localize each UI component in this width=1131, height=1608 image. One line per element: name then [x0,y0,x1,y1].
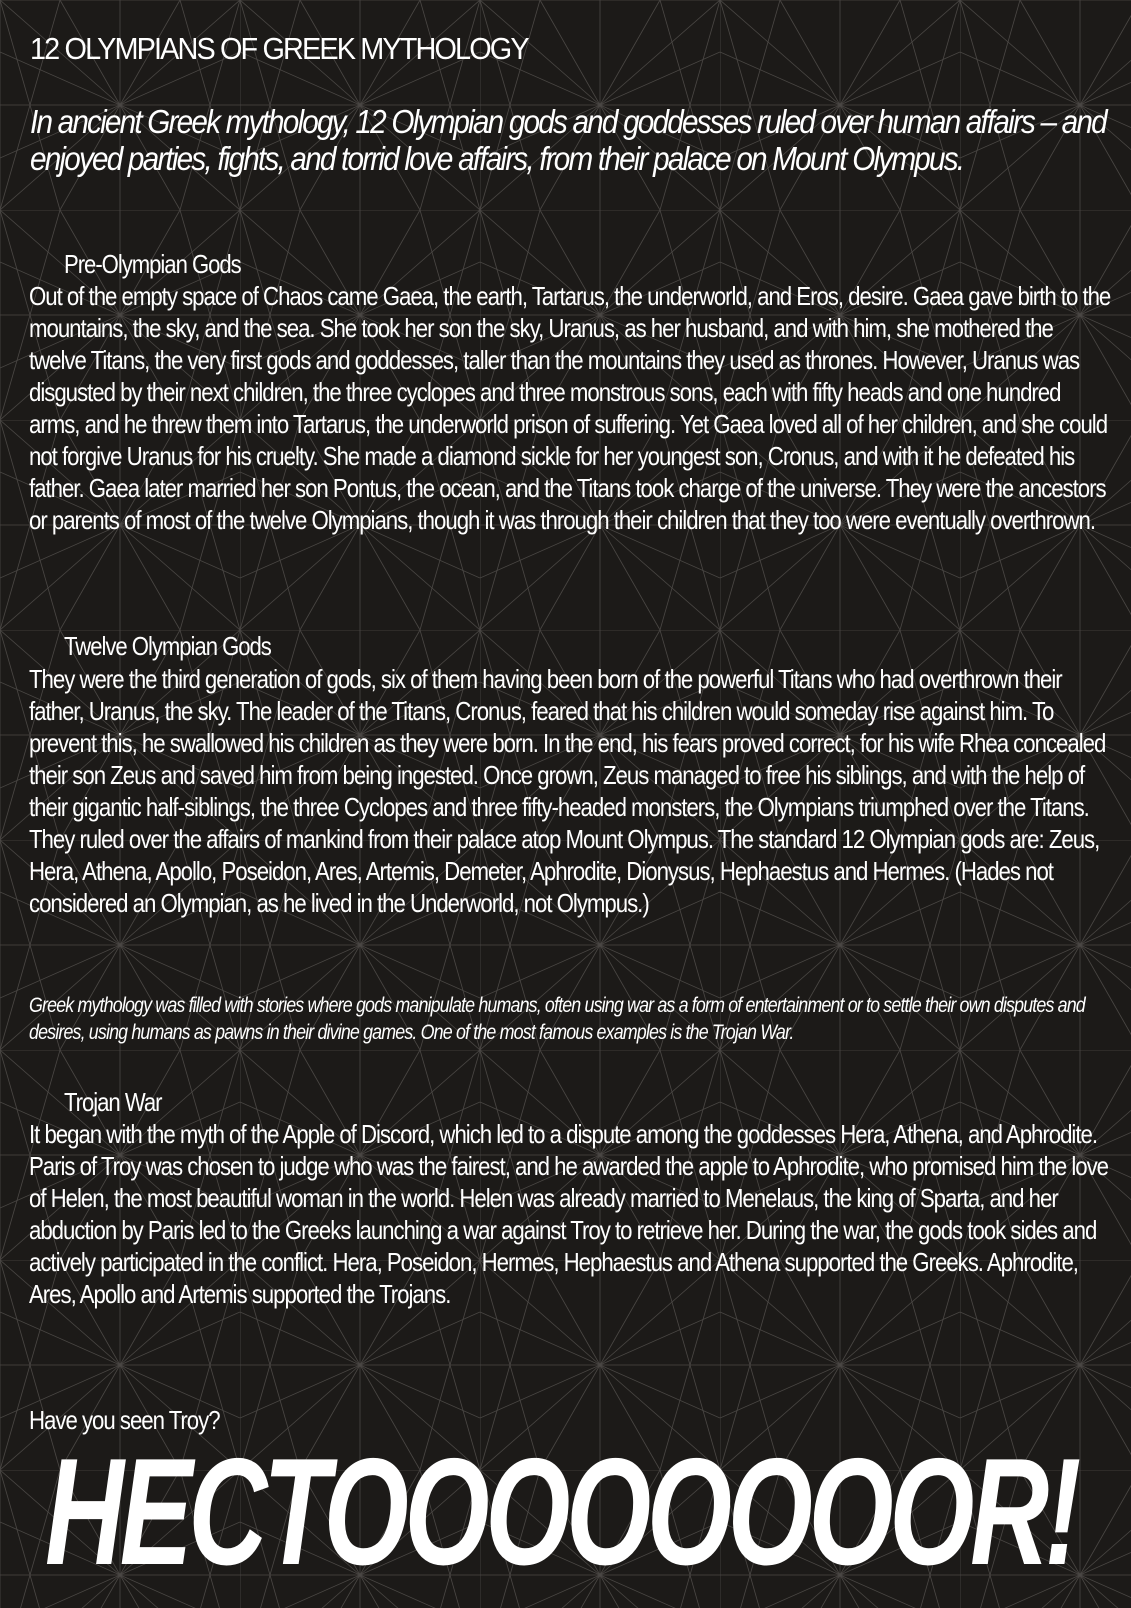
closing-question: Have you seen Troy? [29,1405,220,1435]
section-body-trojan-war: It began with the myth of the Apple of Discord, which led to a dispute among the goddesses Hera, Athena, and Aphrodite. Paris of Troy was chosen to judge who was the fairest, and he awarded the apple to Aphrodite, who promised him the love of Helen, the most beautiful woman in the world. Helen was already married to Menelaus, the king of Sparta, and her abduction by Paris led to the Greeks launching a war against Troy to retrieve her. During the war, the gods took sides and actively participated in the conflict. Hera, Poseidon, Hermes, Hephaestus and Athena supported the Greeks. Aphrodite, Ares, Apollo and Artemis supported the Trojans. [29,1119,1109,1309]
intro-paragraph: In ancient Greek mythology, 12 Olympian gods and goddesses ruled over human affairs – and enjoyed parties, fights, and torrid love affairs, from their palace on Mount Olympus. [30,103,1106,177]
section-body-twelve-olympians: They were the third generation of gods, six of them having been born of the powerful Titans who had overthrown their father, Uranus, the sky. The leader of the Titans, Cronus, feared that his children would someday rise against him. To prevent this, he swallowed his children as they were born. In the end, his fears proved correct, for his wife Rhea concealed their son Zeus and saved him from being ingested. Once grown, Zeus managed to free his siblings, and with the help of their gigantic half-siblings, the three Cyclopes and three fifty-headed monsters, the Olympians triumphed over the Titans. They ruled over the affairs of mankind from their palace atop Mount Olympus. The standard 12 Olympian gods are: Zeus, Hera, Athena, Apollo, Poseidon, Ares, Artemis, Demeter, Aphrodite, Dionysus, Hephaestus and Hermes. (Hades not considered an Olympian, as he lived in the Underworld, not Olympus.) [29,664,1106,918]
callout-paragraph: Greek mythology was filled with stories where gods manipulate humans, often using war as a form of entertainment or to settle their own disputes and desires, using humans as pawns in their divine games. One of the most famous examples is the Trojan War. [29,994,1085,1044]
page-title: 12 OLYMPIANS OF GREEK MYTHOLOGY [30,31,528,66]
hector-shout-text: HECTOOOOOOOOR! [45,1427,1077,1597]
section-heading-trojan-war: Trojan War [64,1087,162,1117]
section-heading-pre-olympian: Pre-Olympian Gods [64,249,241,279]
section-body-pre-olympian: Out of the empty space of Chaos came Gaea, the earth, Tartarus, the underworld, and Eros, desire. Gaea gave birth to the mountains, the sky, and the sea. She took her son the sky, Uranus, as her husband, and with him, she mothered the twelve Titans, the very first gods and goddesses, taller than the mountains they used as thrones. However, Uranus was disgusted by their next children, the three cyclopes and three monstrous sons, each with fifty heads and one hundred arms, and he threw them into Tartarus, the underworld prison of suffering. Yet Gaea loved all of her children, and she could not forgive Uranus for his cruelty. She made a diamond sickle for her youngest son, Cronus, and with it he defeated his father. Gaea later married her son Pontus, the ocean, and the Titans took charge of the universe. They were the ancestors or parents of most of the twelve Olympians, though it was through their children that they too were eventually overthrown. [29,281,1111,535]
section-heading-twelve-olympians: Twelve Olympian Gods [64,631,271,661]
